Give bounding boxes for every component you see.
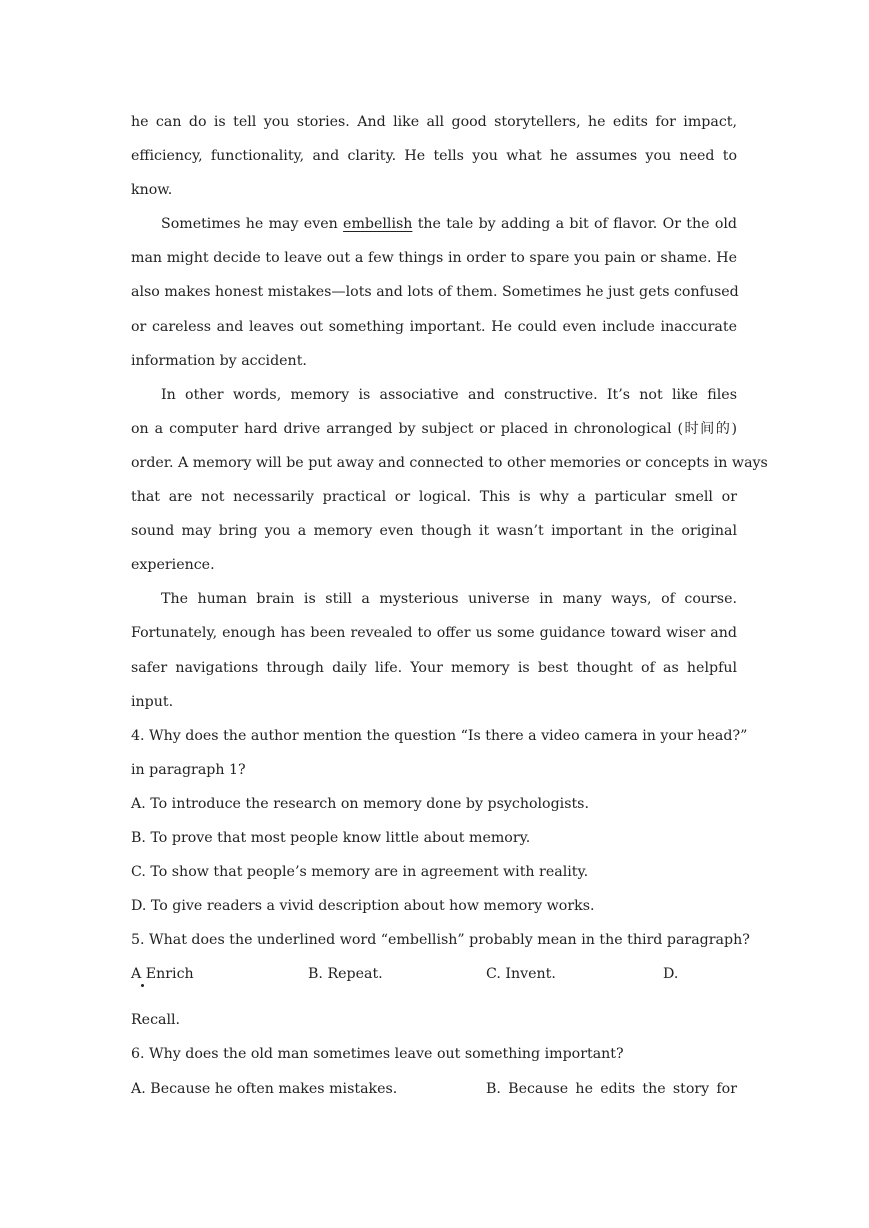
question-5 (131, 923, 750, 1037)
text-line: know. (131, 182, 173, 199)
text-line: that are not necessarily practical or logical. This is why a particular smell or (131, 489, 737, 506)
text-line: he can do is tell you stories. And like all good storytellers, he edits for impact, (131, 114, 737, 130)
option-a: A. Because he often makes mistakes. (131, 1080, 398, 1097)
question-4 (131, 719, 748, 924)
text-line: input. (131, 693, 174, 710)
paragraph-associative (131, 378, 768, 583)
option-c: C. To show that people’s memory are in agreement with reality. (131, 864, 589, 881)
option-a: A. To introduce the research on memory done by psychologists. (131, 795, 589, 812)
paragraph-embellish (131, 207, 737, 377)
paragraph-brain (131, 582, 737, 718)
text-line: experience. (131, 557, 215, 574)
options-row (131, 957, 737, 1003)
underlined-word: embellish (343, 216, 413, 233)
text-line: information by accident. (131, 352, 307, 369)
text-line (131, 207, 737, 241)
text-line: or careless and leaves out something important. He could even include inaccurate (131, 318, 737, 335)
text-line: sound may bring you a memory even though it wasn’t important in the original (131, 523, 737, 540)
paragraph-storyteller (131, 105, 737, 207)
text-line: man might decide to leave out a few things in order to spare you pain or shame. He (131, 250, 737, 267)
text-line: order. A memory will be put away and connected to other memories or concepts in ways (131, 454, 768, 471)
question-stem: 4. Why does the author mention the question “Is there a video camera in your head?” (131, 727, 748, 744)
option-d: D. (663, 966, 679, 983)
question-6 (131, 1037, 737, 1105)
text-line: The human brain is still a mysterious universe in many ways, of course. (161, 591, 737, 608)
question-stem: in paragraph 1? (131, 761, 246, 778)
option-a: A Enrich (131, 966, 194, 983)
text-line: Fortunately, enough has been revealed to offer us some guidance toward wiser and (131, 625, 737, 642)
text-fragment: Sometimes he may even (161, 216, 344, 233)
option-b: B. Repeat. (308, 966, 383, 983)
text-line: on a computer hard drive arranged by subject or placed in chronological (时间的) (131, 420, 737, 437)
option-c: C. Invent. (486, 966, 556, 983)
text-fragment: the tale by adding a bit of flavor. Or the old (412, 216, 737, 233)
option-b: B. Because he edits the story for (486, 1080, 737, 1097)
option-d-continued: Recall. (131, 1012, 181, 1029)
text-line: In other words, memory is associative and constructive. It’s not like files (161, 386, 737, 403)
option-b: B. To prove that most people know little about memory. (131, 829, 531, 846)
question-stem: 6. Why does the old man sometimes leave out something important? (131, 1046, 624, 1063)
question-stem: 5. What does the underlined word “embellish” probably mean in the third paragraph? (131, 932, 750, 949)
text-line: also makes honest mistakes—lots and lots of them. Sometimes he just gets confused (131, 284, 739, 301)
text-line: safer navigations through daily life. Your memory is best thought of as helpful (131, 659, 737, 676)
options-row (131, 1072, 737, 1106)
option-d: D. To give readers a vivid description about how memory works. (131, 898, 595, 915)
text-line: efficiency, functionality, and clarity. He tells you what he assumes you need to (131, 148, 737, 165)
document-page (131, 105, 768, 1106)
